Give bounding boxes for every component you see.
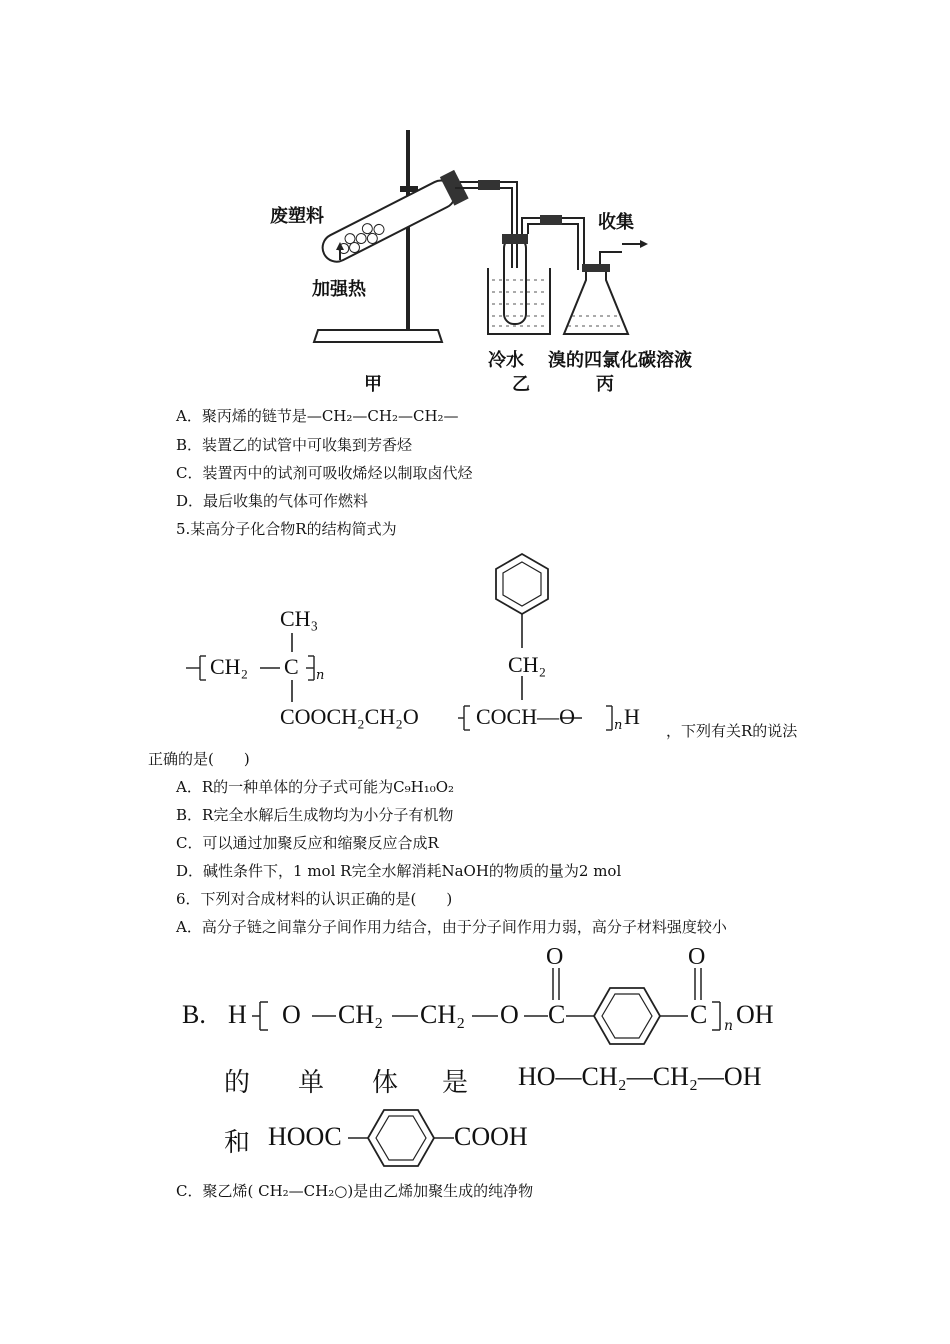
q6-b-ch2a: CH₂: [338, 1000, 384, 1029]
q5-n2: n: [614, 718, 623, 733]
q4-option-a: A．聚丙烯的链节是—CH₂—CH₂—CH₂—: [176, 407, 459, 425]
q6-stem: 6．下列对合成材料的认识正确的是( ): [176, 890, 453, 908]
q5-h-end: H: [624, 704, 640, 729]
q5-option-d: D．碱性条件下，1 mol R完全水解消耗NaOH的物质的量为2 mol: [176, 862, 622, 880]
q6-b-hooc: HOOC: [268, 1122, 342, 1151]
label-bromine-solution: 溴的四氯化碳溶液: [548, 350, 692, 371]
label-yi: 乙: [512, 374, 530, 395]
q5-stem-tail: ，下列有关R的说法: [666, 722, 798, 740]
q6-option-c: C．聚乙烯( CH₂—CH₂○)是由乙烯加聚生成的纯净物: [176, 1182, 534, 1200]
q5-n1: n: [316, 668, 325, 683]
q6-b-text-shi: 是: [442, 1068, 469, 1098]
label-collect: 收集: [598, 212, 634, 233]
label-strong-heat: 加强热: [312, 279, 366, 300]
q5-structure: [180, 548, 650, 738]
q6-b-text-dan: 单: [298, 1068, 325, 1098]
q6-b-o1: O: [282, 1000, 301, 1029]
label-bing: 丙: [596, 374, 614, 395]
q5-stem: 5.某高分子化合物R的结构简式为: [176, 520, 397, 538]
q6-b-c1: C: [548, 1000, 566, 1029]
q5-coch-o: COCH—O: [476, 704, 576, 729]
q6-b-text-de: 的: [224, 1068, 251, 1098]
q6-b-c2: C: [690, 1000, 708, 1029]
q4-option-d: D．最后收集的气体可作燃料: [176, 492, 369, 510]
label-waste-plastic: 废塑料: [270, 206, 324, 227]
q5-ch3: CH₃: [280, 606, 319, 631]
q6-b-n: n: [724, 1018, 734, 1034]
apparatus-figure: [250, 120, 730, 400]
q6-b-oh: OH: [736, 1000, 774, 1029]
q6-b-oxygen-2: O: [688, 944, 706, 970]
q5-option-c: C．可以通过加聚反应和缩聚反应合成R: [176, 834, 439, 852]
q5-c: C: [284, 654, 299, 679]
q6-b-text-ti: 体: [372, 1068, 399, 1098]
q5-option-b: B．R完全水解后生成物均为小分子有机物: [176, 806, 454, 824]
q4-option-c: C．装置丙中的试剂可吸收烯烃以制取卤代烃: [176, 464, 473, 482]
label-cold-water: 冷水: [488, 350, 524, 371]
q5-stem-cont: 正确的是( ): [148, 750, 250, 768]
q6-option-a: A．高分子链之间靠分子间作用力结合，由于分子间作用力弱，高分子材料强度较小: [176, 918, 727, 936]
q6-b-and: 和: [224, 1128, 251, 1158]
q4-option-b: B．装置乙的试管中可收集到芳香烃: [176, 436, 413, 454]
label-jia: 甲: [364, 374, 382, 395]
q5-ch2-main: CH₂: [210, 654, 249, 679]
q6-b-cooh: COOH: [454, 1122, 528, 1151]
q5-ester-chain: COOCH₂CH₂O: [280, 704, 419, 729]
q6-option-b: [180, 940, 800, 1170]
q6-b-h: H: [228, 1000, 247, 1029]
q6-b-glycol: HO—CH₂—CH₂—OH: [518, 1062, 762, 1091]
q5-ch2-side: CH₂: [508, 652, 547, 677]
q6-b-o2: O: [500, 1000, 519, 1029]
q6-b-ch2b: CH₂: [420, 1000, 466, 1029]
q5-option-a: A．R的一种单体的分子式可能为C₉H₁₀O₂: [176, 778, 455, 796]
q6-b-prefix: B.: [182, 1000, 206, 1029]
q6-b-oxygen-1: O: [546, 944, 564, 970]
